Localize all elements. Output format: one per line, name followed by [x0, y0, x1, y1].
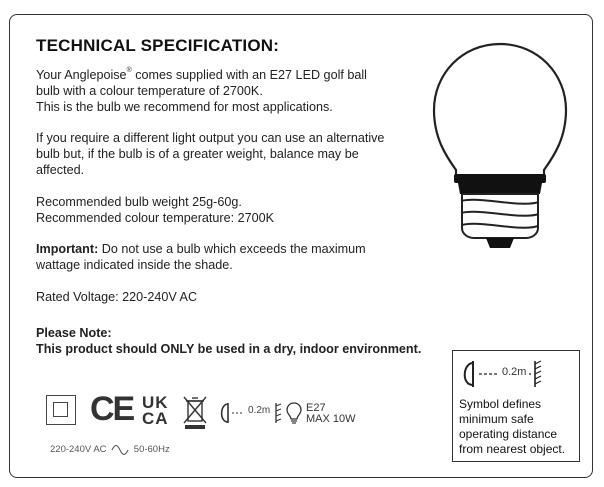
ukca-mark	[142, 395, 176, 427]
intro-line-3: This is the bulb we recommend for most applications.	[36, 99, 333, 114]
golf-ball-bulb-icon	[420, 38, 580, 258]
registered-mark: ®	[126, 67, 132, 74]
important-line-1	[36, 242, 446, 258]
please-note-text: This product should ONLY be used in a dry, indoor environment.	[36, 341, 422, 356]
symbol-box-distance: 0.2m	[502, 366, 527, 378]
alternative-line-1: If you require a different light output you can use an alternative	[36, 131, 385, 146]
weee-crossed-bin-icon	[182, 395, 208, 431]
alternative-line-2: bulb but, if the bulb is of a greater weight, balance may be	[36, 147, 359, 162]
rating-frequency: 50-60Hz	[133, 444, 170, 455]
ac-wave-icon	[111, 445, 129, 455]
recommended-weight: Recommended bulb weight 25g-60g.	[36, 194, 242, 209]
alternative-line-3: affected.	[36, 162, 85, 177]
bulb-type: E27	[306, 402, 326, 414]
symbol-caption-line: Symbol defines	[459, 397, 542, 411]
please-note-heading: Please Note:	[36, 326, 112, 340]
safety-distance-box	[452, 350, 580, 462]
symbol-caption-line: from nearest object.	[459, 442, 566, 456]
max-wattage: MAX 10W	[306, 413, 356, 425]
ukca-top: UK	[142, 393, 169, 412]
symbol-caption-line: minimum safe	[459, 412, 534, 426]
recommended-colour-temperature: Recommended colour temperature: 2700K	[36, 210, 275, 225]
important-label: Important:	[36, 242, 99, 257]
page-title: TECHNICAL SPECIFICATION:	[36, 36, 280, 55]
class-ii-double-insulation-icon	[46, 395, 76, 425]
recommended-paragraph	[36, 195, 446, 227]
intro-line-2: bulb with a colour temperature of 2700K.	[36, 83, 263, 98]
rated-voltage: Rated Voltage: 220-240V AC	[36, 289, 198, 304]
symbol-caption-line: operating distance	[459, 427, 558, 441]
marks-distance-label: 0.2m	[248, 405, 271, 416]
bulb-rating	[306, 403, 356, 425]
intro-text-b: comes supplied with an E27 LED golf ball	[131, 68, 367, 82]
rating-voltage: 220-240V AC	[50, 444, 107, 455]
spec-body	[36, 68, 446, 306]
ce-mark: CE	[90, 390, 134, 428]
ukca-bottom: CA	[142, 409, 169, 428]
intro-line-1	[36, 68, 446, 84]
intro-paragraph	[36, 68, 446, 115]
important-line-2: wattage indicated inside the shade.	[36, 258, 233, 273]
alternative-paragraph	[36, 131, 446, 178]
symbol-caption	[459, 397, 565, 457]
please-note	[36, 326, 421, 358]
important-text: Do not use a bulb which exceeds the maximum	[98, 242, 366, 257]
electrical-rating	[50, 444, 170, 455]
intro-text-a: Your Anglepoise	[36, 68, 127, 82]
important-paragraph	[36, 242, 446, 274]
light-bulb-icon	[286, 401, 302, 425]
